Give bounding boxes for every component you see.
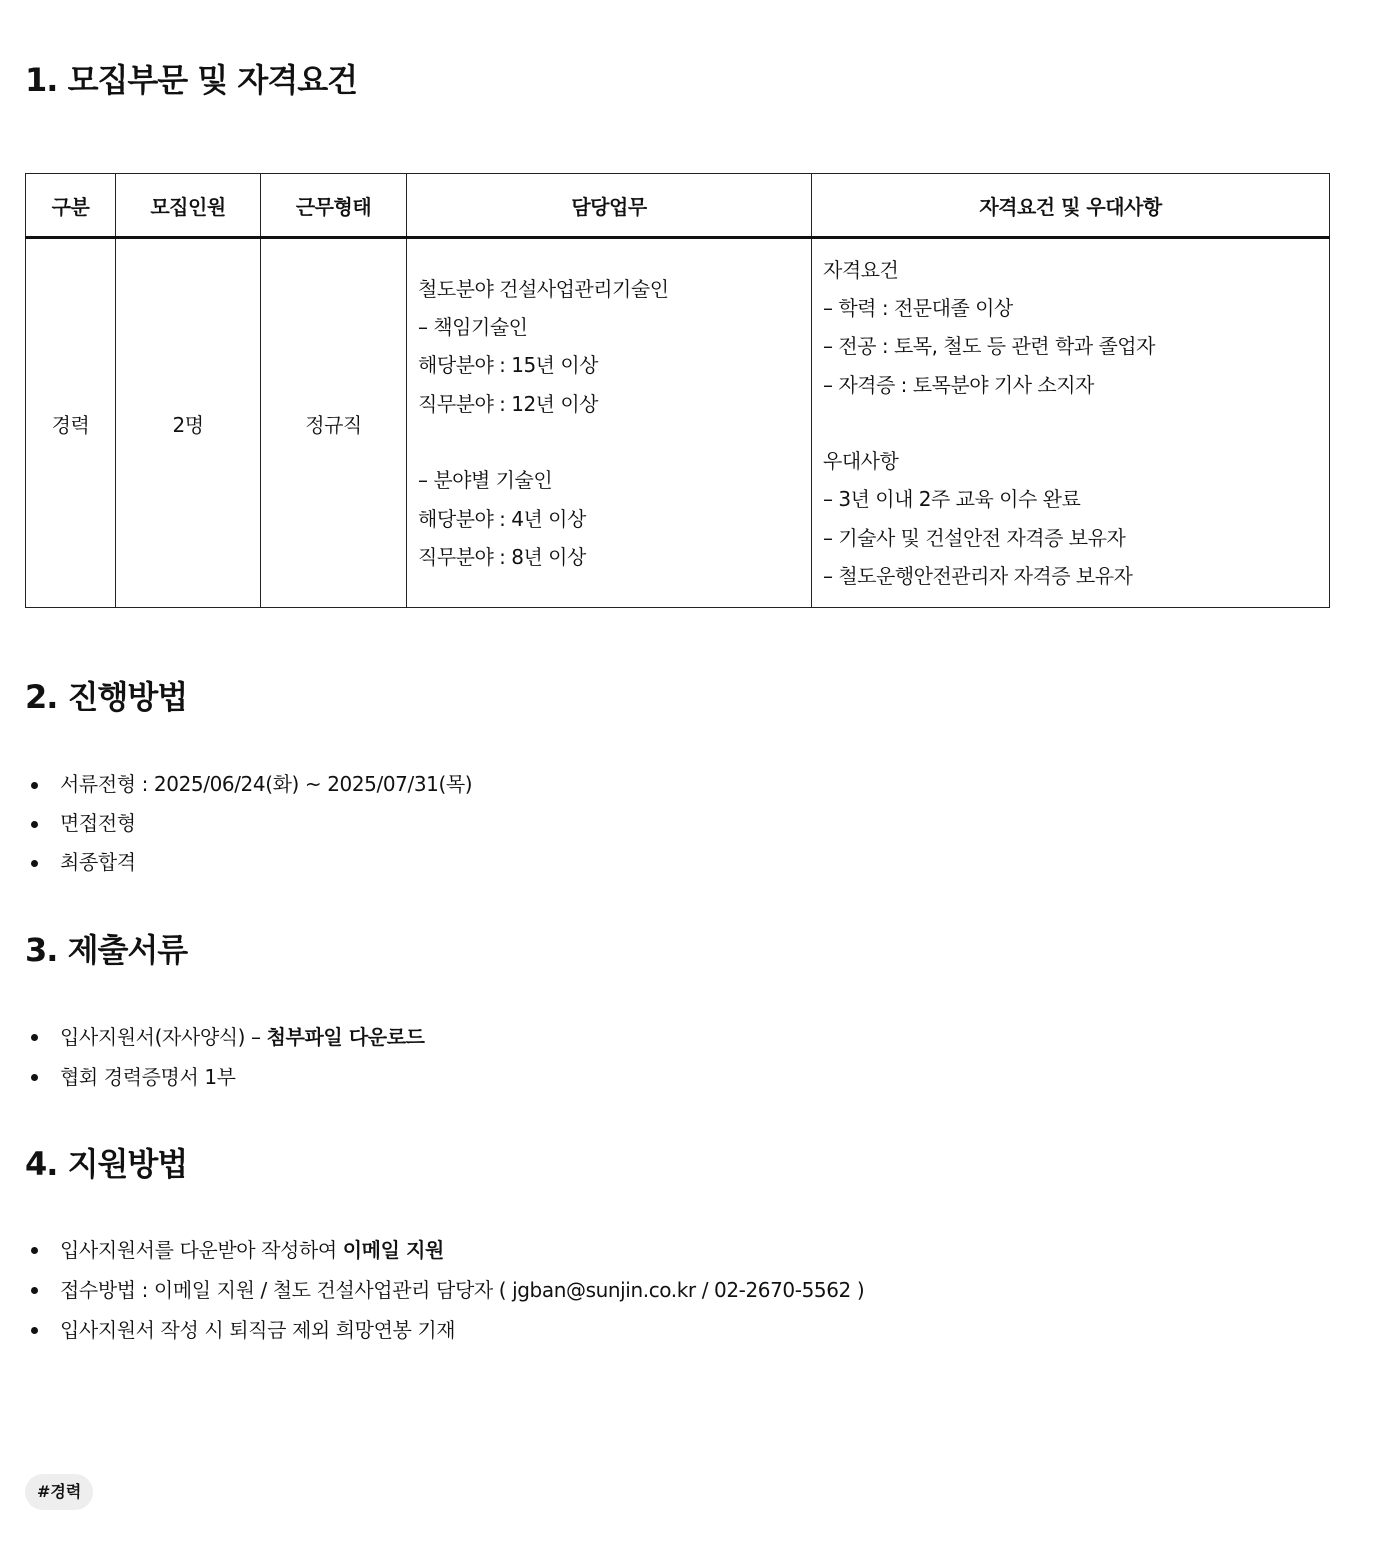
list-item: 서류전형 : 2025/06/24(화) ~ 2025/07/31(목) [25,765,1325,804]
list-item [25,1230,1325,1270]
list-item: 협회 경력증명서 1부 [25,1057,1325,1097]
recruitment-table [25,173,1330,608]
apply-item-label: 입사지원서를 다운받아 작성하여 [60,1238,343,1262]
qualification-line: – 3년 이내 2주 교육 이수 완료 [823,487,1081,512]
attachment-download-link[interactable]: 첨부파일 다운로드 [266,1025,425,1049]
cell-employment-type: 정규직 [261,238,407,608]
section-title-recruitment: 1. 모집부문 및 자격요건 [25,61,358,99]
document-item-label: 입사지원서(자사양식) – [60,1025,267,1049]
list-item: 접수방법 : 이메일 지원 / 철도 건설사업관리 담당자 ( jgban@sunjin.co.kr / 02-2670-5562 ) [25,1270,1325,1310]
duty-line: – 책임기술인 [418,315,528,340]
header-category: 구분 [26,174,116,238]
duty-spacer [418,423,810,461]
header-qualifications: 자격요건 및 우대사항 [812,174,1330,238]
duty-line: 철도분야 건설사업관리기술인 [418,276,669,301]
list-item: 입사지원서 작성 시 퇴직금 제외 희망연봉 기재 [25,1310,1325,1350]
table-row [26,238,1330,608]
duty-line: 해당분야 : 15년 이상 [418,353,598,378]
header-employment-type: 근무형태 [261,174,407,238]
process-list [25,765,1325,882]
duty-line: 직무분야 : 12년 이상 [418,391,598,416]
list-item: 면접전형 [25,804,1325,843]
cell-qualifications [812,238,1330,608]
cell-duties [407,238,812,608]
career-tag[interactable]: #경력 [25,1474,93,1510]
documents-list [25,1017,1325,1097]
header-duties: 담당업무 [407,174,812,238]
qualification-line: – 학력 : 전문대졸 이상 [823,295,1013,320]
header-headcount: 모집인원 [116,174,261,238]
table-header-row [26,174,1330,238]
duty-line: – 분야별 기술인 [418,468,553,493]
apply-list [25,1230,1325,1350]
list-item: 최종합격 [25,843,1325,882]
qualification-line: – 자격증 : 토목분야 기사 소지자 [823,372,1094,397]
qualification-line: – 철도운행안전관리자 자격증 보유자 [823,564,1133,589]
section-title-process: 2. 진행방법 [25,678,188,716]
qualification-line: – 기술사 및 건설안전 자격증 보유자 [823,525,1126,550]
section-title-documents: 3. 제출서류 [25,931,188,969]
list-item [25,1017,1325,1057]
qualification-line: 우대사항 [823,449,899,474]
qualification-spacer [823,404,1328,442]
cell-headcount: 2명 [116,238,261,608]
qualification-line: 자격요건 [823,257,899,282]
section-title-apply: 4. 지원방법 [25,1145,188,1183]
duty-line: 해당분야 : 4년 이상 [418,506,586,531]
qualification-line: – 전공 : 토목, 철도 등 관련 학과 졸업자 [823,334,1155,359]
duty-line: 직무분야 : 8년 이상 [418,544,586,569]
apply-email-emphasis: 이메일 지원 [342,1238,444,1262]
cell-category: 경력 [26,238,116,608]
